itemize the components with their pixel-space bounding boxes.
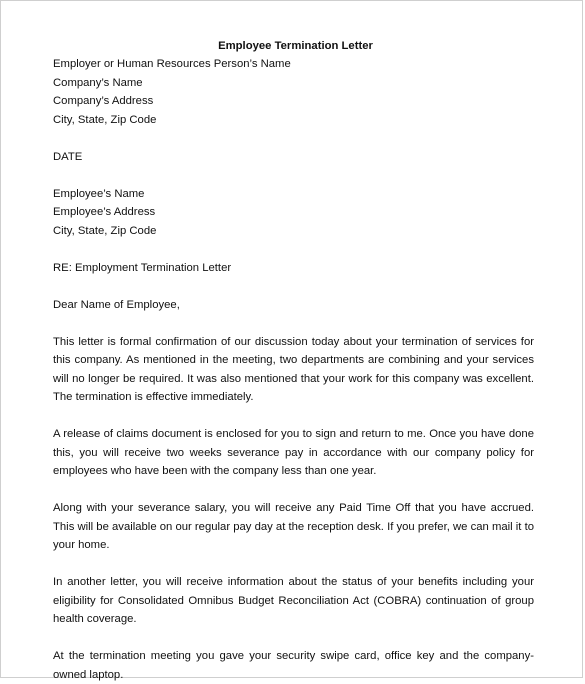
sender-address: Company’s Address <box>53 95 154 107</box>
sender-city-state-zip: City, State, Zip Code <box>53 113 157 126</box>
spacer <box>53 555 534 574</box>
spacer <box>53 166 534 185</box>
spacer <box>53 407 534 426</box>
spacer <box>53 481 534 500</box>
subject-line: RE: Employment Termination Letter <box>53 261 232 274</box>
letter-body <box>53 37 534 684</box>
paragraph-benefits: In another letter, you will receive information about the status of your benefits including your eligibility for Consolidated Omnibus Budget Reconciliation Act (COBRA) continuation of group health coverage. <box>53 576 534 625</box>
recipient-address: Employee’s Address <box>53 206 156 218</box>
recipient-block <box>53 185 534 241</box>
spacer <box>53 129 534 148</box>
sender-company: Company’s Name <box>53 76 143 89</box>
recipient-city-state-zip: City, State, Zip Code <box>53 224 157 237</box>
paragraph-severance: Along with your severance salary, you will receive any Paid Time Off that you have accrued. This will be available on our regular pay day at the reception desk. If you prefer, we can mail it to your home. <box>53 502 535 551</box>
sender-name: Employer or Human Resources Person’s Name <box>53 58 291 70</box>
paragraph-returned-items: At the termination meeting you gave your security swipe card, office key and the company-owned laptop. <box>53 650 534 681</box>
paragraph-confirmation: This letter is formal confirmation of our discussion today about your termination of services for this company. As mentioned in the meeting, two departments are combining and your services will no longer be required. It was also mentioned that your work for this company was excellent. The termination is effective immediately. <box>53 335 534 403</box>
sender-block <box>53 55 534 129</box>
recipient-name: Employee’s Name <box>53 187 145 200</box>
letter-title: Employee Termination Letter <box>218 40 373 52</box>
paragraph-release-of-claims: A release of claims document is enclosed for you to sign and return to me. Once you have done this, you will receive two weeks severance pay in accordance with our company policy for employees who have been with the company less than one year. <box>53 428 534 477</box>
spacer <box>53 314 534 333</box>
spacer <box>53 629 534 648</box>
letter-date: DATE <box>53 150 83 163</box>
salutation: Dear Name of Employee, <box>53 298 180 311</box>
spacer <box>53 240 534 259</box>
spacer <box>53 277 534 296</box>
